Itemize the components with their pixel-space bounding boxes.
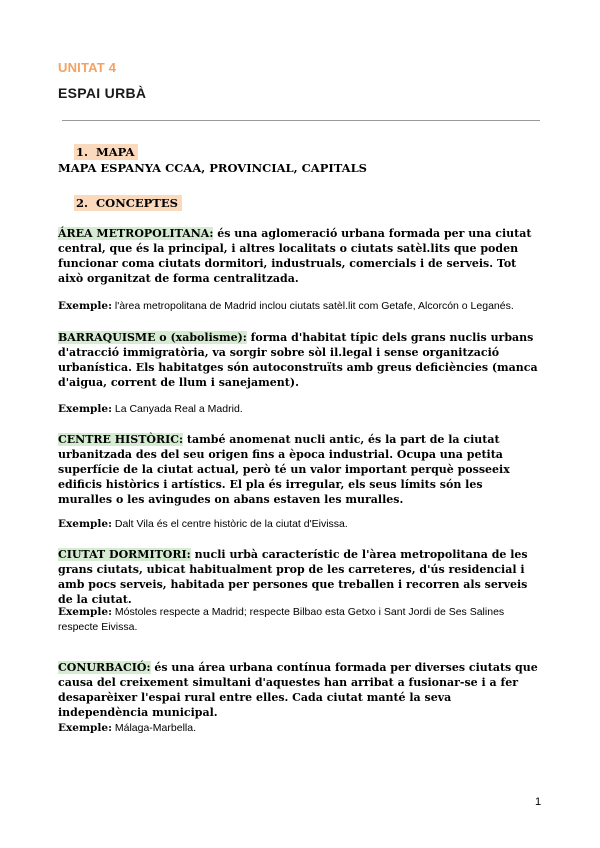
concept-example — [58, 721, 540, 736]
concept-example — [58, 605, 540, 635]
section-heading-conceptes — [74, 196, 182, 210]
concept-text: és una aglomeració urbana formada per una ciutat central, que és la principal, i altres localitats o ciutats satèl.lits que poden funcionar coma ciutats dormitori, industruals, comercials i de serveis. Tot això organitzat de forma centralitzada. — [58, 227, 532, 285]
unit-label: UNITAT 4 — [58, 60, 117, 75]
map-subtitle: MAPA ESPANYA CCAA, PROVINCIAL, CAPITALS — [58, 161, 367, 175]
section-heading-highlight — [74, 144, 138, 160]
concept-example — [58, 517, 540, 532]
section-label: CONCEPTES — [96, 196, 178, 210]
example-label: Exemple: — [58, 403, 112, 415]
concept-example — [58, 299, 540, 314]
concept-definition — [58, 226, 540, 286]
page-title: ESPAI URBÀ — [58, 85, 147, 101]
concept-text: nucli urbà característic de l'àrea metropolitana de les grans ciutats, ubicat habitualment prop de les carreteres, d'ús residencial i amb pocs serveis, habitada per persones que treballen i recorren als serveis de la ciutat. — [58, 548, 528, 606]
example-text: La Canyada Real a Madrid. — [111, 403, 243, 415]
section-heading-mapa — [74, 145, 138, 159]
concept-text: és una área urbana contínua formada per diverses ciutats que causa del creixement simultani d'aquestes han arribat a fusionar-se i a fer desaparèixer l'espai rural entre elles. Cada ciutat manté la seva independència municipal. — [58, 661, 538, 719]
example-label: Exemple: — [58, 518, 112, 530]
concept-definition — [58, 432, 540, 507]
concept-term: CONURBACIÓ: — [58, 661, 151, 674]
concept-example — [58, 402, 540, 417]
page-number: 1 — [535, 796, 542, 808]
example-text: l'àrea metropolitana de Madrid inclou ciutats satèl.lit com Getafe, Alcorcón o Leganés. — [111, 300, 514, 312]
example-text: Dalt Vila és el centre històric de la ciutat d'Eivissa. — [111, 518, 348, 530]
example-text: Móstoles respecte a Madrid; respecte Bilbao esta Getxo i Sant Jordi de Ses Salines respecte Eivissa. — [58, 606, 505, 633]
title-divider — [62, 120, 540, 121]
concept-term: CIUTAT DORMITORI: — [58, 548, 191, 561]
example-text: Málaga-Marbella. — [111, 722, 196, 734]
section-heading-highlight — [74, 195, 182, 211]
section-number: 2. — [76, 196, 89, 210]
concept-term: BARRAQUISME o (xabolisme): — [58, 331, 247, 344]
concept-text: forma d'habitat típic dels grans nuclis urbans d'atracció immigratòria, va sorgir sobre sòl il.legal i sense organització urbanística. Els habitatges són autoconstruïts amb greus deficiències (manca d'aigua, corrent de llum i sanejament). — [58, 331, 538, 389]
example-label: Exemple: — [58, 300, 112, 312]
example-label: Exemple: — [58, 722, 112, 734]
concept-definition — [58, 547, 540, 607]
section-label: MAPA — [96, 145, 135, 159]
concept-definition — [58, 330, 540, 390]
concept-text: també anomenat nucli antic, és la part de la ciutat urbanitzada des del seu origen fins a època industrial. Ocupa una petita superfície de la ciutat actual, però té un valor important perquè posseeix edificis històrics i artístics. El pla és irregular, els seus límits són les muralles o les avingudes on abans estaven les muralles. — [58, 433, 510, 506]
concept-definition — [58, 660, 540, 720]
example-label: Exemple: — [58, 606, 112, 618]
section-number: 1. — [76, 145, 89, 159]
concept-term: CENTRE HISTÒRIC: — [58, 433, 184, 446]
concept-term: ÁREA METROPOLITANA: — [58, 227, 214, 240]
